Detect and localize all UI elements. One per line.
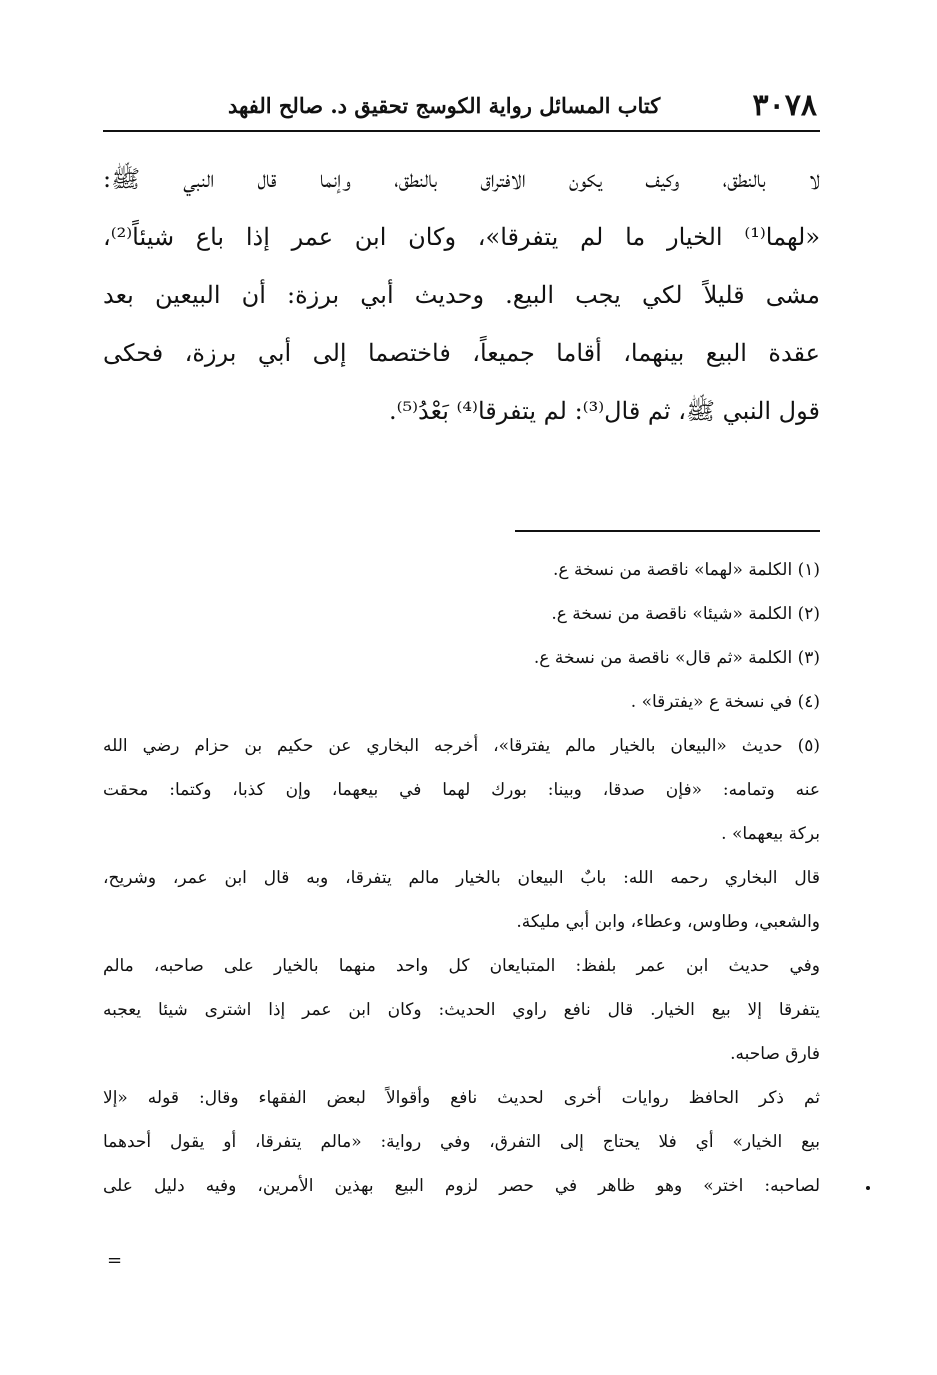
- footnote-5-line: والشعبي، وطاوس، وعطاء، وابن أبي مليكة.: [516, 912, 820, 932]
- stray-dot: [866, 1186, 870, 1190]
- continuation-mark: =: [107, 1250, 123, 1271]
- main-text-line: لا بالنطق، وكيف يكون الافتراق بالنطق، وإنما قال النبي ﷺ:: [103, 165, 820, 193]
- footnote-separator-rule: [515, 530, 820, 532]
- footnote-5-line: بركة بيعهما» .: [721, 824, 820, 844]
- footnote-5-line: يتفرقا إلا بيع الخيار. قال نافع راوي الحديث: وكان ابن عمر إذا اشترى شيئا يعجبه: [103, 1000, 820, 1020]
- footnote-5-line: قال البخاري رحمه الله: بابٌ البيعان بالخيار مالم يتفرقا، وبه قال ابن عمر، وشريح،: [103, 868, 820, 888]
- page-number: ٣٠٧٨: [752, 88, 817, 123]
- main-text-line: مشى قليلاً لكي يجب البيع. وحديث أبي برزة: أن البيعين بعد: [103, 281, 820, 309]
- footnote-5-line: عنه وتمامه: «فإن صدقا، وبينا: بورك لهما في بيعهما، وإن كذبا، وكتما: محقت: [103, 780, 820, 800]
- footnote-2: (٢) الكلمة «شيئا» ناقصة من نسخة ع.: [551, 604, 820, 624]
- footnote-5-line: بيع الخيار» أي فلا يحتاج إلى التفرق، وفي رواية: «مالم يتفرقا، أو يقول أحدهما: [103, 1132, 820, 1152]
- footnote-5-line: ثم ذكر الحافظ روايات أخرى لحديث نافع وأقوالاً لبعض الفقهاء وقال: قوله «إلا: [103, 1088, 820, 1108]
- main-text-line: «لهما⁽¹⁾ الخيار ما لم يتفرقا»، وكان ابن عمر إذا باع شيئاً⁽²⁾،: [103, 223, 820, 251]
- header-rule: [103, 130, 820, 132]
- footnote-1: (١) الكلمة «لهما» ناقصة من نسخة ع.: [553, 560, 820, 580]
- footnote-5-line: فارق صاحبه.: [730, 1044, 820, 1064]
- footnote-4: (٤) في نسخة ع «يفترقا» .: [630, 692, 820, 712]
- main-text-block: [103, 150, 820, 440]
- footnote-5-line: وفي حديث ابن عمر بلفظ: المتبايعان كل واحد منهما بالخيار على صاحبه، مالم: [103, 956, 820, 976]
- main-text-line: قول النبي ﷺ، ثم قال⁽³⁾: لم يتفرقا⁽⁴⁾ بَعْدُ⁽⁵⁾.: [388, 397, 820, 425]
- footnote-3: (٣) الكلمة «ثم قال» ناقصة من نسخة ع.: [533, 648, 820, 668]
- footnote-5-line: لصاحبه: اختر» وهو ظاهر في حصر لزوم البيع بهذين الأمرين، وفيه دليل على: [103, 1176, 820, 1196]
- main-text-line: عقدة البيع بينهما، أقاما جميعاً، فاختصما إلى أبي برزة، فحكى: [103, 339, 820, 367]
- footnote-5-line: (٥) حديث «البيعان بالخيار مالم يفترقا»، أخرجه البخاري عن حكيم بن حزام رضي الله: [103, 736, 820, 756]
- footnotes-block: [103, 548, 820, 1208]
- running-header-title: كتاب المسائل رواية الكوسج تحقيق د. صالح الفهد: [228, 93, 661, 118]
